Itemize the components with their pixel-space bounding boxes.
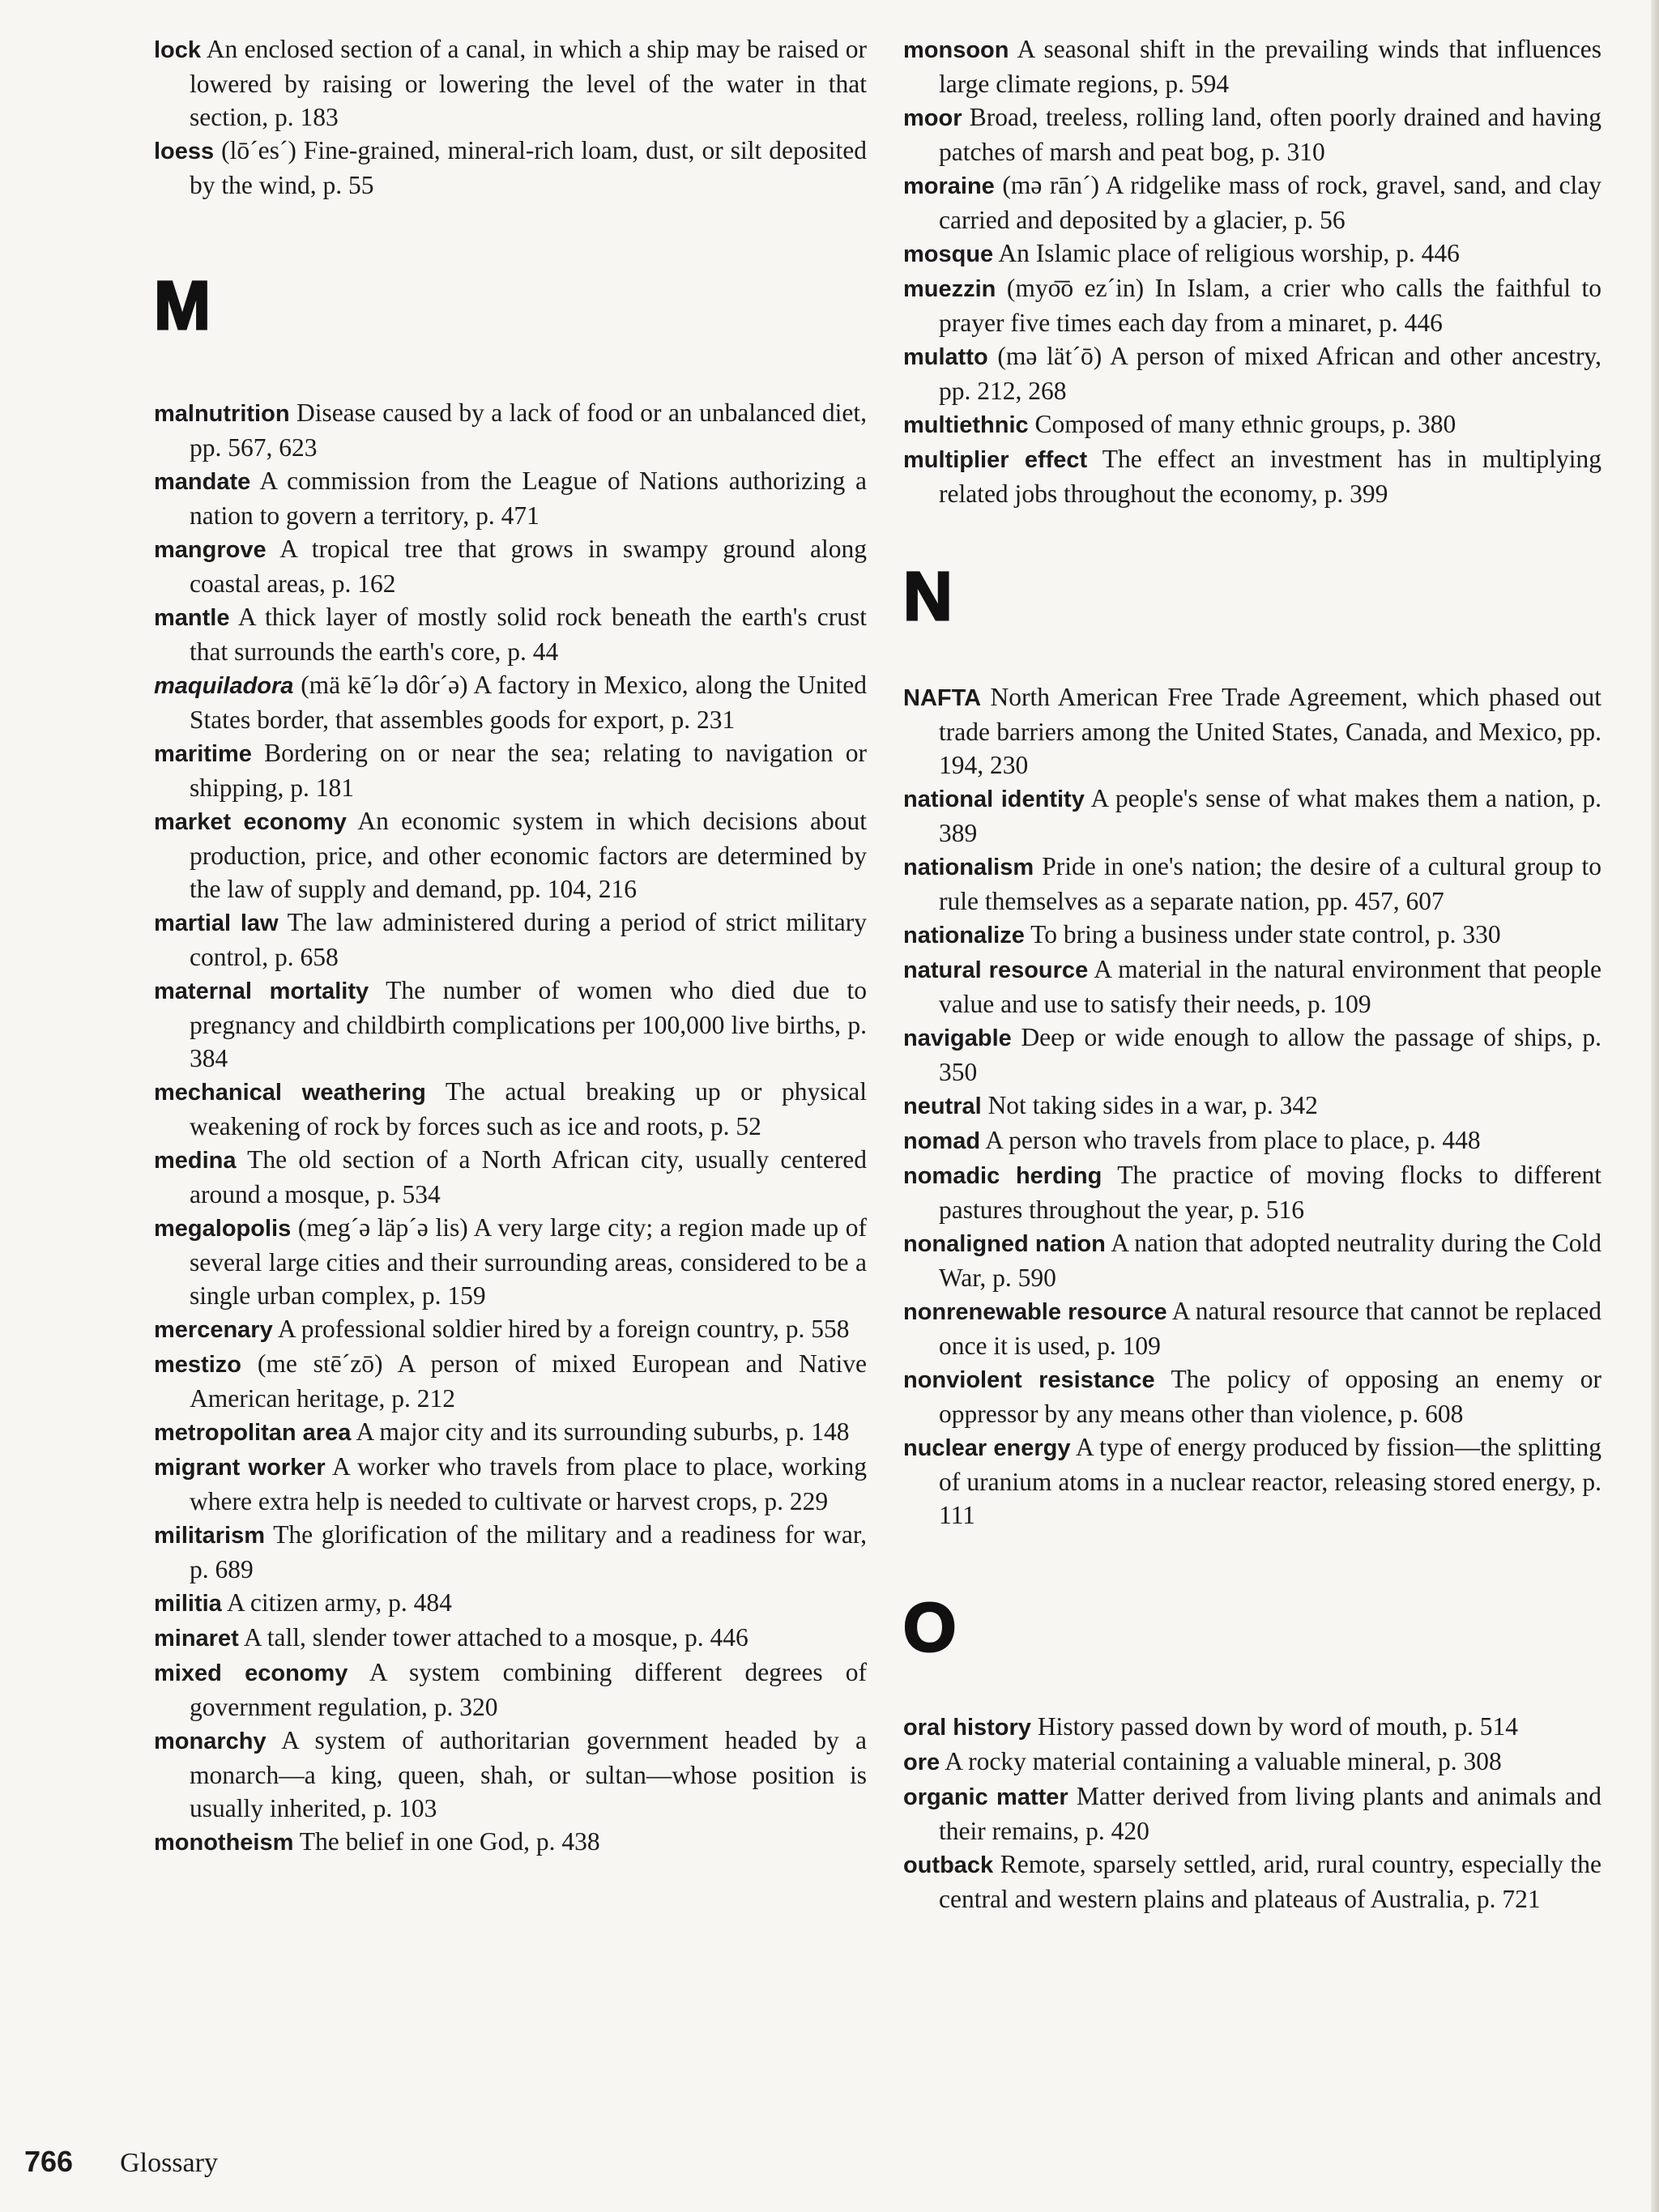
entry-term: nomadic herding <box>903 1163 1102 1189</box>
section-letter-o: O <box>903 1589 957 1665</box>
entry-term: minaret <box>154 1626 239 1652</box>
entry-term: metropolitan area <box>154 1420 352 1446</box>
entry-term: market economy <box>154 809 347 835</box>
glossary-entry <box>154 1450 867 1518</box>
glossary-entry <box>154 134 867 202</box>
glossary-entry <box>154 1312 867 1347</box>
entry-definition: Not taking sides in a war, p. 342 <box>987 1091 1318 1119</box>
glossary-entry <box>903 1848 1601 1916</box>
entry-term: mandate <box>154 469 251 495</box>
entry-term: outback <box>903 1852 994 1878</box>
glossary-entry <box>903 1294 1601 1362</box>
glossary-entry <box>903 953 1601 1021</box>
entry-definition: An Islamic place of religious worship, p. 446 <box>998 239 1460 267</box>
glossary-entry <box>903 1745 1601 1779</box>
entry-definition: (meg´ə läp´ə lis) A very large city; a region made up of several large cities and their surrounding areas, considered to be a single urban complex, p. 159 <box>190 1213 868 1310</box>
entry-term: loess <box>154 139 215 164</box>
entry-term: maritime <box>154 741 252 767</box>
entry-term: moor <box>903 105 962 131</box>
glossary-entry <box>903 1123 1601 1158</box>
entry-term: ore <box>903 1750 940 1775</box>
glossary-entry <box>154 1075 867 1143</box>
glossary-entry <box>903 680 1601 782</box>
entry-term: megalopolis <box>154 1216 292 1242</box>
carryover-entries <box>154 32 867 202</box>
glossary-entry <box>154 974 867 1075</box>
entry-definition: A professional soldier hired by a foreign country, p. 558 <box>277 1315 850 1343</box>
glossary-entry <box>903 1021 1601 1089</box>
glossary-entry <box>903 1779 1601 1848</box>
entry-term: nuclear energy <box>903 1435 1071 1461</box>
entry-definition: (mə lät´ō) A person of mixed African and other ancestry, pp. 212, 268 <box>939 342 1602 405</box>
glossary-entry <box>903 918 1601 953</box>
section-n-entries <box>903 680 1601 1532</box>
glossary-entry <box>903 1362 1601 1430</box>
entry-term: monsoon <box>903 37 1009 63</box>
entry-definition: The law administered during a period of strict military control, p. 658 <box>190 908 868 971</box>
page-footer <box>24 2145 218 2179</box>
glossary-entry <box>903 1430 1601 1532</box>
entry-definition: (me stē´zō) A person of mixed European and Native American heritage, p. 212 <box>190 1349 867 1413</box>
entry-definition: A people's sense of what makes them a nation, p. 389 <box>939 784 1601 847</box>
glossary-entry <box>903 1089 1601 1123</box>
entry-term: mantle <box>154 605 230 631</box>
glossary-entry <box>154 1143 867 1211</box>
glossary-entry <box>903 407 1601 442</box>
glossary-entry <box>154 1656 867 1724</box>
glossary-entry <box>154 1347 867 1415</box>
glossary-entry <box>154 32 867 134</box>
entry-term: maquiladora <box>154 673 294 699</box>
entry-term: mercenary <box>154 1317 273 1343</box>
entry-definition: A tall, slender tower attached to a mosque, p. 446 <box>243 1623 748 1652</box>
glossary-entry <box>154 1586 867 1621</box>
entry-term: martial law <box>154 910 279 936</box>
entry-term: monarchy <box>154 1728 267 1754</box>
entry-definition: A thick layer of mostly solid rock beneath the earth's crust that surrounds the earth's core, p. 44 <box>190 603 868 666</box>
entry-term: neutral <box>903 1093 982 1119</box>
glossary-entry <box>903 100 1601 168</box>
entry-definition: History passed down by word of mouth, p. 514 <box>1037 1712 1519 1741</box>
entry-definition: North American Free Trade Agreement, which phased out trade barriers among the United States, Canada, and Mexico, pp. 194, 230 <box>939 683 1602 779</box>
section-o-entries <box>903 1710 1601 1916</box>
entry-definition: The old section of a North African city, usually centered around a mosque, p. 534 <box>190 1145 867 1208</box>
glossary-entry <box>903 850 1601 918</box>
entry-term: maternal mortality <box>154 978 369 1004</box>
glossary-entry <box>903 1158 1601 1226</box>
footer-section-title: Glossary <box>120 2148 218 2178</box>
glossary-entry <box>154 464 867 532</box>
entry-term: monotheism <box>154 1830 294 1856</box>
entry-definition: A nation that adopted neutrality during the Cold War, p. 590 <box>939 1229 1602 1292</box>
entry-term: migrant worker <box>154 1455 326 1481</box>
entry-term: NAFTA <box>903 685 982 711</box>
entry-definition: A natural resource that cannot be replaced once it is used, p. 109 <box>939 1297 1601 1360</box>
entry-term: mechanical weathering <box>154 1080 426 1106</box>
entry-term: nonviolent resistance <box>903 1367 1155 1393</box>
glossary-entry <box>154 1518 867 1586</box>
page-number: 766 <box>24 2145 74 2178</box>
entry-term: nonaligned nation <box>903 1231 1106 1257</box>
entry-definition: Matter derived from living plants and animals and their remains, p. 420 <box>939 1782 1601 1845</box>
entry-definition: (mə rān´) A ridgelike mass of rock, gravel, sand, and clay carried and deposited by a glacier, p. 56 <box>939 171 1601 234</box>
entry-definition: Disease caused by a lack of food or an unbalanced diet, pp. 567, 623 <box>190 399 867 462</box>
glossary-entry <box>154 600 867 668</box>
glossary-entry <box>154 1825 867 1860</box>
entry-definition: Broad, treeless, rolling land, often poorly drained and having patches of marsh and peat bog, p. 310 <box>939 103 1602 166</box>
entry-definition: A worker who travels from place to place, working where extra help is needed to cultivate or harvest crops, p. 229 <box>190 1452 868 1515</box>
entry-definition: Deep or wide enough to allow the passage of ships, p. 350 <box>939 1023 1602 1086</box>
entry-definition: The actual breaking up or physical weakening of rock by forces such as ice and roots, p. 52 <box>190 1077 867 1140</box>
entry-term: militia <box>154 1591 222 1617</box>
entry-term: natural resource <box>903 957 1089 983</box>
entry-definition: The effect an investment has in multiplying related jobs throughout the economy, p. 399 <box>939 445 1602 508</box>
glossary-entry <box>903 782 1601 850</box>
glossary-entry <box>154 1211 867 1312</box>
entry-definition: The practice of moving flocks to different pastures throughout the year, p. 516 <box>939 1161 1601 1224</box>
entry-term: organic matter <box>903 1784 1068 1810</box>
entry-definition: Composed of many ethnic groups, p. 380 <box>1034 410 1456 438</box>
entry-term: navigable <box>903 1025 1012 1051</box>
glossary-entry <box>154 1621 867 1656</box>
entry-definition: To bring a business under state control, p. 330 <box>1030 920 1501 948</box>
entry-definition: A type of energy produced by fission—the splitting of uranium atoms in a nuclear reactor, releasing stored energy, p. 111 <box>939 1433 1601 1529</box>
entry-term: mangrove <box>154 537 267 563</box>
entry-definition: A tropical tree that grows in swampy ground along coastal areas, p. 162 <box>190 535 867 598</box>
entry-term: mestizo <box>154 1352 241 1378</box>
entry-term: national identity <box>903 786 1085 812</box>
entry-definition: (mä kē´lə dôr´ə) A factory in Mexico, along the United States border, that assembles goods for export, p. 231 <box>190 671 867 734</box>
section-letter-n: N <box>903 558 953 634</box>
entry-definition: A major city and its surrounding suburbs, p. 148 <box>356 1417 850 1446</box>
entry-definition: A system combining different degrees of government regulation, p. 320 <box>190 1658 867 1721</box>
entry-definition: The belief in one God, p. 438 <box>299 1827 600 1856</box>
entry-definition: The number of women who died due to pregnancy and childbirth complications per 100,000 live births, p. 384 <box>190 976 867 1072</box>
entry-term: multiplier effect <box>903 447 1088 473</box>
entry-term: malnutrition <box>154 401 290 427</box>
entry-definition: A system of authoritarian government headed by a monarch—a king, queen, shah, or sultan—whose position is usually inherited, p. 103 <box>190 1726 868 1822</box>
entry-definition: The glorification of the military and a readiness for war, p. 689 <box>190 1520 867 1583</box>
glossary-entry <box>903 442 1601 510</box>
glossary-entry <box>903 1226 1601 1294</box>
glossary-entry <box>903 237 1601 271</box>
glossary-entry <box>154 804 867 906</box>
entry-definition: Remote, sparsely settled, arid, rural country, especially the central and western plains and plateaus of Australia, p. 721 <box>939 1850 1601 1913</box>
entry-definition: (lō´es´) Fine-grained, mineral-rich loam, dust, or silt deposited by the wind, p. 55 <box>190 136 868 199</box>
section-m-entries <box>154 396 867 1860</box>
glossary-entry <box>903 271 1601 339</box>
entry-definition: The policy of opposing an enemy or oppressor by any means other than violence, p. 608 <box>939 1365 1601 1428</box>
section-letter-m: M <box>154 267 211 343</box>
entry-term: mixed economy <box>154 1660 348 1686</box>
entry-term: militarism <box>154 1523 265 1549</box>
entry-definition: Pride in one's nation; the desire of a cultural group to rule themselves as a separate nation, pp. 457, 607 <box>939 852 1601 915</box>
glossary-entry <box>154 532 867 600</box>
entry-term: nationalism <box>903 855 1034 880</box>
entry-term: nationalize <box>903 923 1025 948</box>
right-column <box>903 32 1601 1916</box>
entry-term: lock <box>154 37 202 63</box>
entry-term: mosque <box>903 241 994 267</box>
entry-term: nonrenewable resource <box>903 1299 1167 1325</box>
entry-term: oral history <box>903 1715 1031 1741</box>
page-edge <box>1651 0 1659 2212</box>
entry-definition: A rocky material containing a valuable mineral, p. 308 <box>945 1747 1502 1775</box>
entry-definition: A material in the natural environment that people value and use to satisfy their needs, p. 109 <box>939 955 1602 1018</box>
entry-term: multiethnic <box>903 412 1029 438</box>
carryover-entries <box>903 32 1601 510</box>
glossary-entry <box>154 1724 867 1825</box>
entry-definition: A commission from the League of Nations authorizing a nation to govern a territory, p. 471 <box>190 467 867 530</box>
entry-term: mulatto <box>903 344 988 370</box>
entry-definition: A person who travels from place to place, p. 448 <box>985 1126 1481 1154</box>
entry-term: medina <box>154 1148 237 1174</box>
glossary-entry <box>903 1710 1601 1745</box>
entry-definition: (myo͞o ez´in) In Islam, a crier who calls the faithful to prayer five times each day from a minaret, p. 446 <box>939 274 1601 337</box>
glossary-entry <box>903 32 1601 100</box>
glossary-entry <box>154 668 867 736</box>
entry-definition: A seasonal shift in the prevailing winds that influences large climate regions, p. 594 <box>939 35 1601 98</box>
entry-term: nomad <box>903 1128 981 1154</box>
left-column <box>154 32 867 1860</box>
glossary-entry <box>154 906 867 974</box>
glossary-entry <box>154 396 867 464</box>
glossary-entry <box>154 1415 867 1450</box>
entry-definition: A citizen army, p. 484 <box>226 1588 452 1617</box>
entry-term: muezzin <box>903 276 996 302</box>
entry-definition: An economic system in which decisions about production, price, and other economic factors are determined by the law of supply and demand, pp. 104, 216 <box>190 807 867 903</box>
entry-term: moraine <box>903 173 995 199</box>
glossary-entry <box>154 736 867 804</box>
glossary-entry <box>903 339 1601 407</box>
glossary-entry <box>903 168 1601 237</box>
entry-definition: Bordering on or near the sea; relating to navigation or shipping, p. 181 <box>190 739 868 802</box>
entry-definition: An enclosed section of a canal, in which a ship may be raised or lowered by raising or lowering the level of the water in that section, p. 183 <box>190 35 868 131</box>
